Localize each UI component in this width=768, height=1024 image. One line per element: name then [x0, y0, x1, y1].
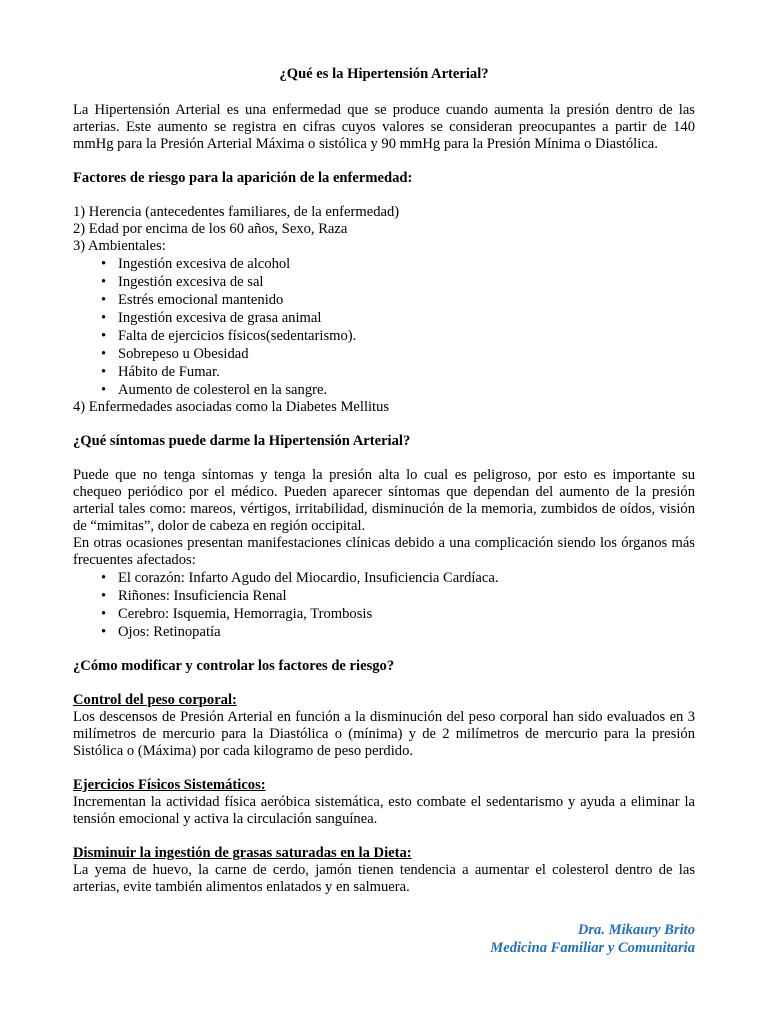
complications-paragraph: En otras ocasiones presentan manifestaciones clínicas debido a una complicación siendo los órganos más frecuentes afectados: — [73, 535, 695, 568]
author-signature — [490, 921, 695, 957]
weight-control-text: Los descensos de Presión Arterial en función a la disminución del peso corporal han sido evaluados en 3 milímetros de mercurio para la Diastólica o (mínima) y de 2 milímetros de mercurio para la presión Sistólica o (Máxima) por cada kilogramo de peso perdido. — [73, 709, 695, 759]
list-item: • Falta de ejercicios físicos(sedentarismo). — [118, 327, 695, 345]
affected-organs-list — [73, 569, 695, 641]
author-name: Dra. Mikaury Brito — [577, 922, 695, 938]
risk-factors-heading: Factores de riesgo para la aparición de la enfermedad: — [73, 170, 413, 186]
symptoms-heading: ¿Qué síntomas puede darme la Hipertensión Arterial? — [73, 433, 411, 449]
document-title: ¿Qué es la Hipertensión Arterial? — [279, 66, 489, 82]
list-item: • Ingestión excesiva de grasa animal — [118, 309, 695, 327]
weight-control-heading: Control del peso corporal: — [73, 692, 237, 708]
exercise-heading: Ejercicios Físicos Sistemáticos: — [73, 777, 266, 793]
list-item: • Aumento de colesterol en la sangre. — [118, 381, 695, 399]
list-item: • Riñones: Insuficiencia Renal — [118, 587, 695, 605]
exercise-text: Incrementan la actividad física aeróbica sistemática, esto combate el sedentarismo y ayuda a eliminar la tensión emocional y activa la circulación sanguínea. — [73, 794, 695, 827]
document-body — [73, 66, 695, 896]
risk-item-environmental: 3) Ambientales: — [73, 238, 166, 254]
risk-item-diseases: 4) Enfermedades asociadas como la Diabetes Mellitus — [73, 399, 390, 415]
risk-item-heredity: 1) Herencia (antecedentes familiares, de la enfermedad) — [73, 204, 400, 220]
saturated-fat-heading: Disminuir la ingestión de grasas saturadas en la Dieta: — [73, 845, 412, 861]
risk-item-age: 2) Edad por encima de los 60 años, Sexo, Raza — [73, 221, 348, 237]
control-heading: ¿Cómo modificar y controlar los factores de riesgo? — [73, 658, 395, 674]
list-item: • Hábito de Fumar. — [118, 363, 695, 381]
saturated-fat-text: La yema de huevo, la carne de cerdo, jamón tienen tendencia a aumentar el colesterol dentro de las arterias, evite también alimentos enlatados y en salmuera. — [73, 862, 695, 895]
list-item: • Ingestión excesiva de sal — [118, 273, 695, 291]
list-item: • Ingestión excesiva de alcohol — [118, 255, 695, 273]
author-specialty: Medicina Familiar y Comunitaria — [490, 940, 695, 956]
list-item: • Sobrepeso u Obesidad — [118, 345, 695, 363]
symptoms-paragraph: Puede que no tenga síntomas y tenga la presión alta lo cual es peligroso, por esto es importante su chequeo periódico por el médico. Pueden aparecer síntomas que dependan del aumento de la presión arterial tales como: mareos, vértigos, irritabilidad, disminución de la memoria, zumbidos de oídos, visión de “mimitas”, dolor de cabeza en región occipital. — [73, 467, 695, 534]
intro-paragraph: La Hipertensión Arterial es una enfermedad que se produce cuando aumenta la presión dentro de las arterias. Este aumento se registra en cifras cuyos valores se consideran preocupantes a partir de 140 mmHg para la Presión Arterial Máxima o sistólica y 90 mmHg para la Presión Mínima o Diastólica. — [73, 102, 695, 152]
environmental-factors-list — [73, 255, 695, 399]
list-item: • Cerebro: Isquemia, Hemorragia, Trombosis — [118, 605, 695, 623]
list-item: • El corazón: Infarto Agudo del Miocardio, Insuficiencia Cardíaca. — [118, 569, 695, 587]
list-item: • Estrés emocional mantenido — [118, 291, 695, 309]
list-item: • Ojos: Retinopatía — [118, 623, 695, 641]
